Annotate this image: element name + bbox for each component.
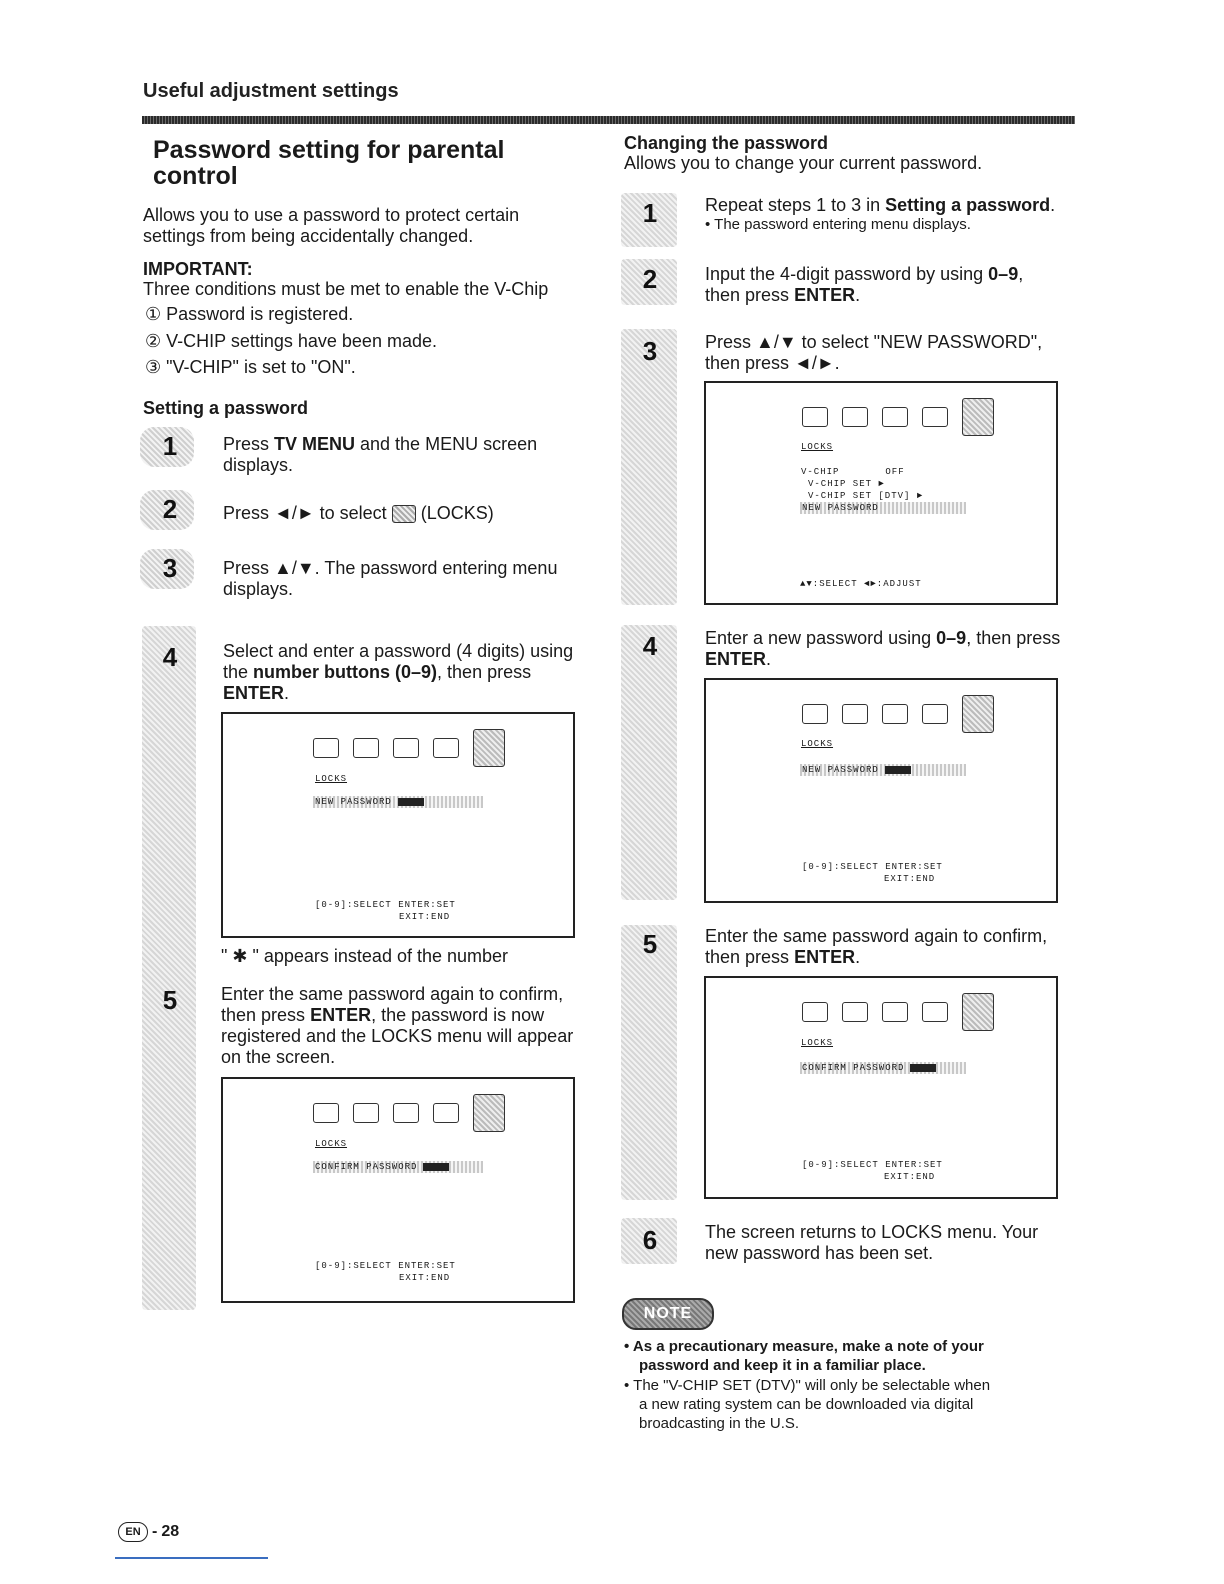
note-item-2-line2: a new rating system can be downloaded via digital [639, 1396, 974, 1413]
audio-icon [842, 407, 868, 427]
audio-icon [842, 1002, 868, 1022]
screen-footer-exit: EXIT:END [399, 912, 451, 922]
screen-footer-keys: [0-9]:SELECT ENTER:SET [315, 1261, 456, 1271]
page-title-line2: control [153, 162, 238, 190]
option-icon [433, 1103, 459, 1123]
step-1-text: Press TV MENU and the MENU screen [223, 434, 538, 454]
step-4-text-line3: ENTER. [223, 683, 290, 703]
screen-footer-exit: EXIT:END [884, 874, 936, 884]
new-password-row: NEW PASSWORD [800, 502, 966, 514]
r-step-2-text: Input the 4-digit password by using 0–9, [705, 264, 1024, 284]
screen-footer-keys: ▲▼:SELECT ◄►:ADJUST [800, 579, 922, 589]
new-password-field: NEW PASSWORD [313, 796, 483, 808]
step-4-text-line2: the number buttons (0–9), then press [223, 662, 532, 682]
header-rule [142, 116, 1075, 124]
section-header: Useful adjustment settings [143, 80, 399, 102]
screen-footer-exit: EXIT:END [399, 1273, 451, 1283]
setup-icon [393, 738, 419, 758]
step-2-text: Press ◄/► to select (LOCKS) [223, 503, 494, 523]
setup-icon [393, 1103, 419, 1123]
menu-icon-row [802, 398, 994, 436]
r-step-2-text-line2: then press ENTER. [705, 285, 861, 305]
locks-icon [962, 398, 994, 436]
footer-rule [115, 1557, 268, 1559]
asterisk-note: " ✱ " appears instead of the number [221, 946, 509, 966]
step-number: 2 [162, 494, 178, 524]
note-badge: NOTE [622, 1298, 714, 1330]
step-3-text-line2: displays. [223, 579, 294, 599]
important-text: Three conditions must be met to enable the V-Chip [143, 279, 549, 299]
r-step-6-text: The screen returns to LOCKS menu. Your [705, 1222, 1039, 1242]
option-icon [922, 1002, 948, 1022]
note-item-1-line2: password and keep it in a familiar place. [639, 1357, 926, 1374]
step-number: 3 [642, 336, 658, 366]
locks-icon [473, 729, 505, 767]
step-number: 1 [162, 431, 178, 461]
condition-item-1: ① Password is registered. [145, 304, 354, 324]
intro-line2: settings from being accidentally changed. [143, 226, 474, 246]
step-4-text: Select and enter a password (4 digits) using [223, 641, 574, 661]
menu-icon-row [802, 695, 994, 733]
intro-line1: Allows you to use a password to protect certain [143, 205, 520, 225]
option-icon [922, 407, 948, 427]
picture-icon [313, 738, 339, 758]
r-step-5-text: Enter the same password again to confirm, [705, 926, 1048, 946]
picture-icon [802, 1002, 828, 1022]
setup-icon [882, 407, 908, 427]
step-number: 6 [642, 1225, 658, 1255]
r-step-4-text-line2: ENTER. [705, 649, 772, 669]
audio-icon [353, 738, 379, 758]
step-number: 4 [642, 631, 658, 661]
picture-icon [313, 1103, 339, 1123]
new-password-field: NEW PASSWORD [800, 764, 966, 776]
step-number: 5 [162, 985, 178, 1015]
audio-icon [353, 1103, 379, 1123]
step-number: 4 [162, 642, 178, 672]
step-5-text-line4: on the screen. [221, 1047, 336, 1067]
important-label: IMPORTANT: [143, 259, 253, 279]
r-step-1-text: Repeat steps 1 to 3 in Setting a password. [705, 195, 1056, 215]
locks-icon [962, 695, 994, 733]
screen-footer-exit: EXIT:END [884, 1172, 936, 1182]
tv-screen-confirm-password [221, 1077, 575, 1303]
step-number: 2 [642, 264, 658, 294]
step-strip [621, 329, 677, 605]
vchip-row: V-CHIP OFF [801, 467, 905, 477]
vchip-set-dtv-row: V-CHIP SET [DTV] ► [808, 491, 924, 501]
r-step-4-text: Enter a new password using 0–9, then press [705, 628, 1061, 648]
r-step-5-text-line2: then press ENTER. [705, 947, 861, 967]
step-strip [621, 925, 677, 1200]
locks-label: LOCKS [315, 774, 348, 784]
screen-footer-keys: [0-9]:SELECT ENTER:SET [315, 900, 456, 910]
r-step-6-text-line2: new password has been set. [705, 1243, 934, 1263]
note-item-2-line3: broadcasting in the U.S. [639, 1415, 800, 1432]
menu-icon-row [313, 729, 505, 767]
step-number: 3 [162, 553, 178, 583]
step-strip [621, 625, 677, 900]
r-step-3-text-line2: then press ◄/►. [705, 353, 840, 373]
step-5-text-line3: registered and the LOCKS menu will appear [221, 1026, 574, 1046]
locks-label: LOCKS [801, 442, 834, 452]
tv-screen-confirm-password-r [704, 976, 1058, 1199]
step-number: 5 [642, 929, 658, 959]
menu-icon-row [802, 993, 994, 1031]
option-icon [922, 704, 948, 724]
locks-icon [473, 1094, 505, 1132]
locks-icon [962, 993, 994, 1031]
picture-icon [802, 407, 828, 427]
tv-screen-vchip-menu [704, 381, 1058, 605]
audio-icon [842, 704, 868, 724]
vchip-set-row: V-CHIP SET ► [808, 479, 885, 489]
condition-item-3: ③ "V-CHIP" is set to "ON". [145, 357, 356, 377]
picture-icon [802, 704, 828, 724]
locks-icon [392, 505, 416, 523]
tv-screen-new-password-r [704, 678, 1058, 903]
step-strip [142, 626, 196, 1310]
change-subtitle: Changing the password [624, 133, 829, 153]
step-5-text-line2: then press ENTER, the password is now [221, 1005, 545, 1025]
option-icon [433, 738, 459, 758]
setup-icon [882, 1002, 908, 1022]
confirm-password-field: CONFIRM PASSWORD [313, 1161, 483, 1173]
note-item-2: • The "V-CHIP SET (DTV)" will only be selectable when [624, 1376, 990, 1395]
tv-screen-new-password [221, 712, 575, 938]
step-3-text: Press ▲/▼. The password entering menu [223, 558, 558, 578]
page-number: EN - 28 [118, 1522, 179, 1542]
screen-footer-keys: [0-9]:SELECT ENTER:SET [802, 1160, 943, 1170]
step-number: 1 [642, 198, 658, 228]
condition-item-2: ② V-CHIP settings have been made. [145, 331, 437, 351]
locks-label: LOCKS [801, 1038, 834, 1048]
change-intro: Allows you to change your current password. [624, 153, 983, 173]
screen-footer-keys: [0-9]:SELECT ENTER:SET [802, 862, 943, 872]
locks-label: LOCKS [315, 1139, 348, 1149]
step-1-text-line2: displays. [223, 455, 294, 475]
setting-subtitle: Setting a password [143, 398, 309, 418]
page-title-line1: Password setting for parental [153, 136, 505, 164]
confirm-password-field: CONFIRM PASSWORD [800, 1062, 966, 1074]
setup-icon [882, 704, 908, 724]
locks-label: LOCKS [801, 739, 834, 749]
r-step-3-text: Press ▲/▼ to select "NEW PASSWORD", [705, 332, 1043, 352]
r-step-1-sub: • The password entering menu displays. [705, 216, 971, 233]
language-badge: EN [118, 1522, 148, 1542]
note-item-1: • As a precautionary measure, make a note of your [624, 1337, 984, 1356]
menu-icon-row [313, 1094, 505, 1132]
step-5-text: Enter the same password again to confirm, [221, 984, 564, 1004]
